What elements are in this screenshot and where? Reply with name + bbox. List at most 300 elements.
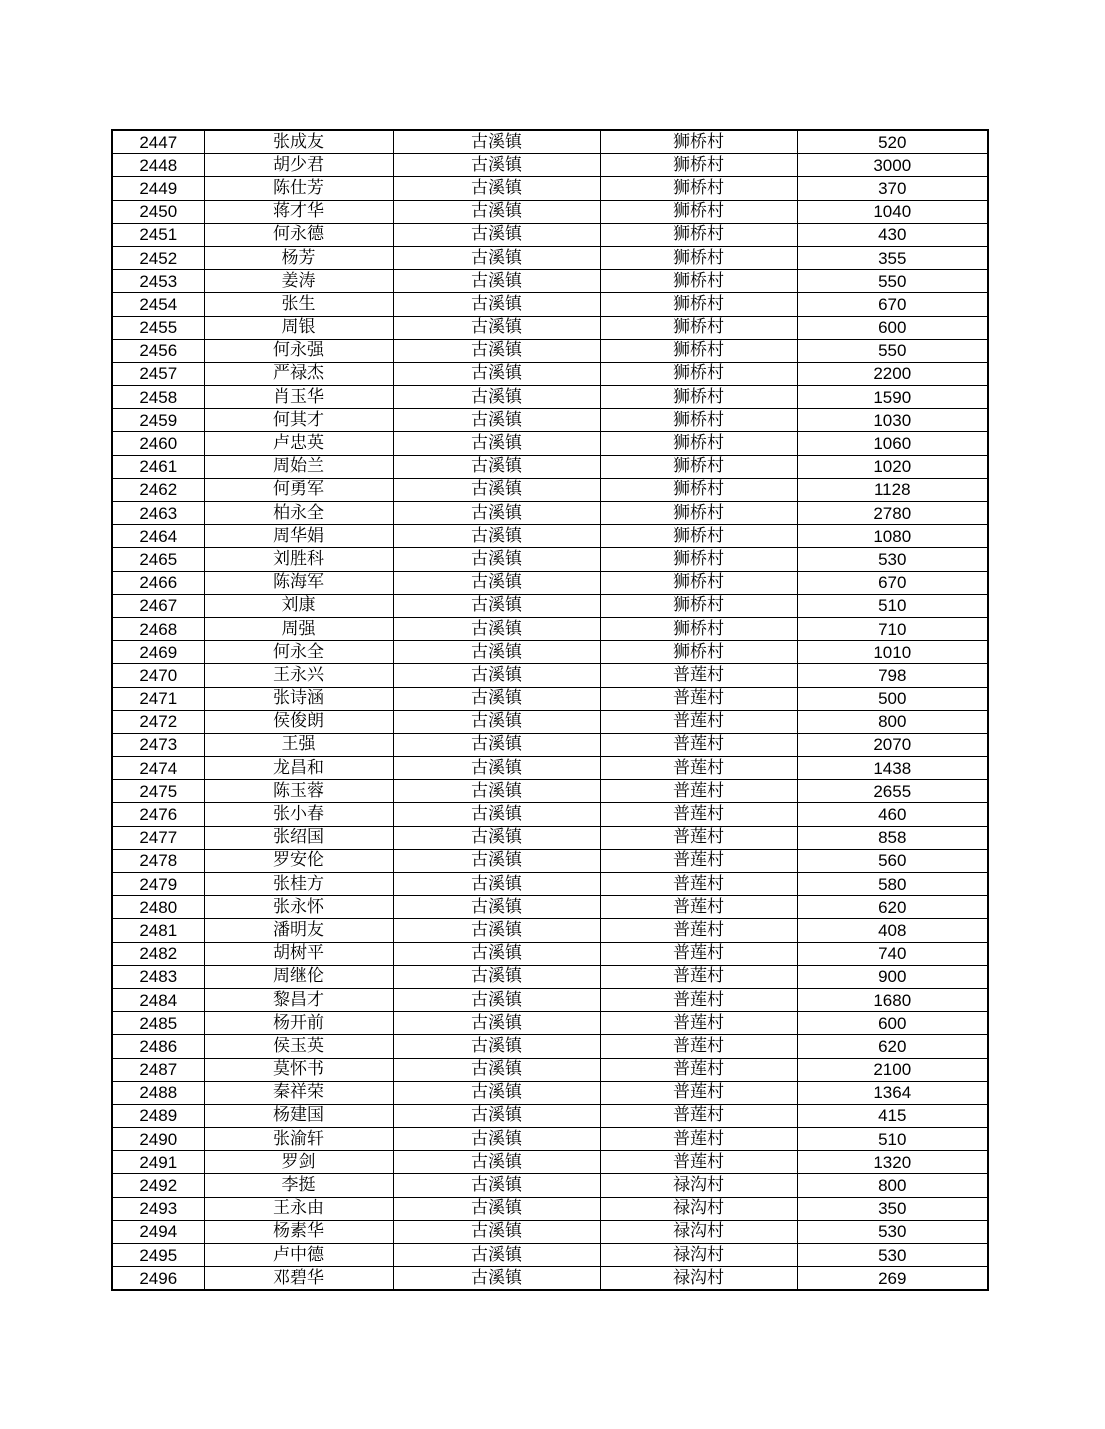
amount-cell: 560 xyxy=(797,849,988,872)
amount-cell: 530 xyxy=(797,548,988,571)
table-row xyxy=(112,687,988,710)
amount-cell: 800 xyxy=(797,710,988,733)
village-cell: 普莲村 xyxy=(600,965,797,988)
amount-cell: 530 xyxy=(797,1220,988,1243)
town-cell: 古溪镇 xyxy=(393,525,600,548)
amount-cell: 1364 xyxy=(797,1081,988,1104)
row-number-cell: 2476 xyxy=(112,803,204,826)
name-cell: 柏永全 xyxy=(204,502,393,525)
table-row xyxy=(112,478,988,501)
table-row xyxy=(112,873,988,896)
name-cell: 严禄杰 xyxy=(204,362,393,385)
name-cell: 卢忠英 xyxy=(204,432,393,455)
village-cell: 狮桥村 xyxy=(600,502,797,525)
town-cell: 古溪镇 xyxy=(393,710,600,733)
amount-cell: 370 xyxy=(797,177,988,200)
table-row xyxy=(112,130,988,154)
village-cell: 狮桥村 xyxy=(600,270,797,293)
town-cell: 古溪镇 xyxy=(393,641,600,664)
row-number-cell: 2481 xyxy=(112,919,204,942)
table-row xyxy=(112,641,988,664)
name-cell: 杨建国 xyxy=(204,1104,393,1127)
town-cell: 古溪镇 xyxy=(393,1058,600,1081)
town-cell: 古溪镇 xyxy=(393,1220,600,1243)
table-row xyxy=(112,757,988,780)
row-number-cell: 2450 xyxy=(112,200,204,223)
village-cell: 普莲村 xyxy=(600,687,797,710)
village-cell: 狮桥村 xyxy=(600,455,797,478)
town-cell: 古溪镇 xyxy=(393,757,600,780)
table-row xyxy=(112,942,988,965)
village-cell: 普莲村 xyxy=(600,988,797,1011)
village-cell: 狮桥村 xyxy=(600,154,797,177)
row-number-cell: 2451 xyxy=(112,223,204,246)
row-number-cell: 2472 xyxy=(112,710,204,733)
table-row xyxy=(112,502,988,525)
village-cell: 普莲村 xyxy=(600,1058,797,1081)
row-number-cell: 2458 xyxy=(112,386,204,409)
village-cell: 狮桥村 xyxy=(600,130,797,154)
row-number-cell: 2486 xyxy=(112,1035,204,1058)
village-cell: 狮桥村 xyxy=(600,478,797,501)
name-cell: 王强 xyxy=(204,733,393,756)
town-cell: 古溪镇 xyxy=(393,1244,600,1267)
name-cell: 何永德 xyxy=(204,223,393,246)
table-row xyxy=(112,339,988,362)
town-cell: 古溪镇 xyxy=(393,896,600,919)
row-number-cell: 2462 xyxy=(112,478,204,501)
town-cell: 古溪镇 xyxy=(393,942,600,965)
name-cell: 张桂方 xyxy=(204,873,393,896)
name-cell: 刘胜科 xyxy=(204,548,393,571)
amount-cell: 460 xyxy=(797,803,988,826)
table-row xyxy=(112,733,988,756)
amount-cell: 1020 xyxy=(797,455,988,478)
table-row xyxy=(112,1035,988,1058)
name-cell: 张小春 xyxy=(204,803,393,826)
amount-cell: 858 xyxy=(797,826,988,849)
amount-cell: 2655 xyxy=(797,780,988,803)
row-number-cell: 2482 xyxy=(112,942,204,965)
village-cell: 狮桥村 xyxy=(600,177,797,200)
row-number-cell: 2495 xyxy=(112,1244,204,1267)
village-cell: 普莲村 xyxy=(600,919,797,942)
table-row xyxy=(112,362,988,385)
name-cell: 刘康 xyxy=(204,594,393,617)
town-cell: 古溪镇 xyxy=(393,293,600,316)
name-cell: 胡少君 xyxy=(204,154,393,177)
village-cell: 狮桥村 xyxy=(600,594,797,617)
name-cell: 张渝轩 xyxy=(204,1128,393,1151)
village-cell: 普莲村 xyxy=(600,1081,797,1104)
name-cell: 张成友 xyxy=(204,130,393,154)
village-cell: 普莲村 xyxy=(600,896,797,919)
town-cell: 古溪镇 xyxy=(393,1035,600,1058)
village-cell: 狮桥村 xyxy=(600,293,797,316)
amount-cell: 2200 xyxy=(797,362,988,385)
town-cell: 古溪镇 xyxy=(393,1012,600,1035)
row-number-cell: 2496 xyxy=(112,1267,204,1291)
table-row xyxy=(112,849,988,872)
village-cell: 普莲村 xyxy=(600,1104,797,1127)
table-row xyxy=(112,154,988,177)
row-number-cell: 2490 xyxy=(112,1128,204,1151)
table-row xyxy=(112,919,988,942)
town-cell: 古溪镇 xyxy=(393,316,600,339)
table-row xyxy=(112,664,988,687)
town-cell: 古溪镇 xyxy=(393,548,600,571)
amount-cell: 355 xyxy=(797,246,988,269)
table-row xyxy=(112,826,988,849)
name-cell: 何永强 xyxy=(204,339,393,362)
name-cell: 肖玉华 xyxy=(204,386,393,409)
name-cell: 何其才 xyxy=(204,409,393,432)
table-row xyxy=(112,200,988,223)
amount-cell: 1590 xyxy=(797,386,988,409)
town-cell: 古溪镇 xyxy=(393,687,600,710)
table-row xyxy=(112,409,988,432)
row-number-cell: 2457 xyxy=(112,362,204,385)
table-row xyxy=(112,1104,988,1127)
village-cell: 禄沟村 xyxy=(600,1174,797,1197)
name-cell: 李挺 xyxy=(204,1174,393,1197)
town-cell: 古溪镇 xyxy=(393,154,600,177)
village-cell: 普莲村 xyxy=(600,710,797,733)
name-cell: 潘明友 xyxy=(204,919,393,942)
name-cell: 罗安伦 xyxy=(204,849,393,872)
row-number-cell: 2494 xyxy=(112,1220,204,1243)
town-cell: 古溪镇 xyxy=(393,177,600,200)
village-cell: 狮桥村 xyxy=(600,223,797,246)
name-cell: 何永全 xyxy=(204,641,393,664)
row-number-cell: 2448 xyxy=(112,154,204,177)
town-cell: 古溪镇 xyxy=(393,130,600,154)
row-number-cell: 2493 xyxy=(112,1197,204,1220)
amount-cell: 620 xyxy=(797,1035,988,1058)
name-cell: 何勇军 xyxy=(204,478,393,501)
village-cell: 普莲村 xyxy=(600,733,797,756)
row-number-cell: 2454 xyxy=(112,293,204,316)
row-number-cell: 2469 xyxy=(112,641,204,664)
table-row xyxy=(112,432,988,455)
amount-cell: 510 xyxy=(797,594,988,617)
village-cell: 普莲村 xyxy=(600,780,797,803)
amount-cell: 408 xyxy=(797,919,988,942)
town-cell: 古溪镇 xyxy=(393,502,600,525)
table-row xyxy=(112,1197,988,1220)
name-cell: 周银 xyxy=(204,316,393,339)
name-cell: 周始兰 xyxy=(204,455,393,478)
town-cell: 古溪镇 xyxy=(393,1151,600,1174)
amount-cell: 520 xyxy=(797,130,988,154)
table-row xyxy=(112,571,988,594)
amount-cell: 350 xyxy=(797,1197,988,1220)
name-cell: 杨芳 xyxy=(204,246,393,269)
row-number-cell: 2467 xyxy=(112,594,204,617)
amount-cell: 900 xyxy=(797,965,988,988)
amount-cell: 1128 xyxy=(797,478,988,501)
village-cell: 狮桥村 xyxy=(600,200,797,223)
town-cell: 古溪镇 xyxy=(393,965,600,988)
name-cell: 卢中德 xyxy=(204,1244,393,1267)
village-cell: 普莲村 xyxy=(600,664,797,687)
town-cell: 古溪镇 xyxy=(393,455,600,478)
table-row xyxy=(112,780,988,803)
table-row xyxy=(112,710,988,733)
table-row xyxy=(112,594,988,617)
table-row xyxy=(112,1151,988,1174)
village-cell: 狮桥村 xyxy=(600,617,797,640)
amount-cell: 3000 xyxy=(797,154,988,177)
name-cell: 张绍国 xyxy=(204,826,393,849)
row-number-cell: 2484 xyxy=(112,988,204,1011)
row-number-cell: 2487 xyxy=(112,1058,204,1081)
table-row xyxy=(112,293,988,316)
table-row xyxy=(112,1128,988,1151)
table-row xyxy=(112,1174,988,1197)
town-cell: 古溪镇 xyxy=(393,1267,600,1291)
row-number-cell: 2465 xyxy=(112,548,204,571)
row-number-cell: 2477 xyxy=(112,826,204,849)
amount-cell: 1080 xyxy=(797,525,988,548)
name-cell: 杨素华 xyxy=(204,1220,393,1243)
table-row xyxy=(112,1220,988,1243)
town-cell: 古溪镇 xyxy=(393,780,600,803)
village-cell: 禄沟村 xyxy=(600,1244,797,1267)
amount-cell: 500 xyxy=(797,687,988,710)
town-cell: 古溪镇 xyxy=(393,478,600,501)
amount-cell: 2070 xyxy=(797,733,988,756)
row-number-cell: 2455 xyxy=(112,316,204,339)
table-row xyxy=(112,548,988,571)
table-row xyxy=(112,617,988,640)
village-cell: 狮桥村 xyxy=(600,409,797,432)
table-row xyxy=(112,525,988,548)
village-cell: 狮桥村 xyxy=(600,641,797,664)
village-cell: 普莲村 xyxy=(600,942,797,965)
table-row xyxy=(112,1244,988,1267)
village-cell: 狮桥村 xyxy=(600,571,797,594)
town-cell: 古溪镇 xyxy=(393,1197,600,1220)
name-cell: 张永怀 xyxy=(204,896,393,919)
name-cell: 黎昌才 xyxy=(204,988,393,1011)
town-cell: 古溪镇 xyxy=(393,803,600,826)
town-cell: 古溪镇 xyxy=(393,1104,600,1127)
village-cell: 普莲村 xyxy=(600,1151,797,1174)
amount-cell: 670 xyxy=(797,571,988,594)
name-cell: 陈仕芳 xyxy=(204,177,393,200)
village-cell: 普莲村 xyxy=(600,757,797,780)
row-number-cell: 2473 xyxy=(112,733,204,756)
row-number-cell: 2449 xyxy=(112,177,204,200)
amount-cell: 2100 xyxy=(797,1058,988,1081)
row-number-cell: 2474 xyxy=(112,757,204,780)
row-number-cell: 2447 xyxy=(112,130,204,154)
name-cell: 蒋才华 xyxy=(204,200,393,223)
village-cell: 普莲村 xyxy=(600,849,797,872)
town-cell: 古溪镇 xyxy=(393,664,600,687)
town-cell: 古溪镇 xyxy=(393,617,600,640)
row-number-cell: 2463 xyxy=(112,502,204,525)
village-cell: 狮桥村 xyxy=(600,246,797,269)
town-cell: 古溪镇 xyxy=(393,1081,600,1104)
town-cell: 古溪镇 xyxy=(393,386,600,409)
town-cell: 古溪镇 xyxy=(393,339,600,362)
table-row xyxy=(112,803,988,826)
town-cell: 古溪镇 xyxy=(393,1128,600,1151)
name-cell: 秦祥荣 xyxy=(204,1081,393,1104)
name-cell: 姜涛 xyxy=(204,270,393,293)
town-cell: 古溪镇 xyxy=(393,432,600,455)
row-number-cell: 2492 xyxy=(112,1174,204,1197)
name-cell: 张诗涵 xyxy=(204,687,393,710)
data-table xyxy=(111,129,989,1291)
name-cell: 胡树平 xyxy=(204,942,393,965)
name-cell: 张生 xyxy=(204,293,393,316)
table-row xyxy=(112,896,988,919)
row-number-cell: 2485 xyxy=(112,1012,204,1035)
village-cell: 狮桥村 xyxy=(600,432,797,455)
town-cell: 古溪镇 xyxy=(393,594,600,617)
town-cell: 古溪镇 xyxy=(393,849,600,872)
row-number-cell: 2489 xyxy=(112,1104,204,1127)
row-number-cell: 2478 xyxy=(112,849,204,872)
name-cell: 王永兴 xyxy=(204,664,393,687)
town-cell: 古溪镇 xyxy=(393,362,600,385)
row-number-cell: 2453 xyxy=(112,270,204,293)
amount-cell: 550 xyxy=(797,270,988,293)
village-cell: 普莲村 xyxy=(600,1128,797,1151)
row-number-cell: 2456 xyxy=(112,339,204,362)
table-row xyxy=(112,270,988,293)
amount-cell: 1438 xyxy=(797,757,988,780)
amount-cell: 710 xyxy=(797,617,988,640)
village-cell: 普莲村 xyxy=(600,873,797,896)
row-number-cell: 2459 xyxy=(112,409,204,432)
village-cell: 狮桥村 xyxy=(600,339,797,362)
row-number-cell: 2491 xyxy=(112,1151,204,1174)
village-cell: 禄沟村 xyxy=(600,1220,797,1243)
row-number-cell: 2479 xyxy=(112,873,204,896)
name-cell: 周继伦 xyxy=(204,965,393,988)
village-cell: 禄沟村 xyxy=(600,1197,797,1220)
table-row xyxy=(112,455,988,478)
table-row xyxy=(112,1012,988,1035)
row-number-cell: 2466 xyxy=(112,571,204,594)
amount-cell: 510 xyxy=(797,1128,988,1151)
town-cell: 古溪镇 xyxy=(393,733,600,756)
town-cell: 古溪镇 xyxy=(393,571,600,594)
name-cell: 杨开前 xyxy=(204,1012,393,1035)
row-number-cell: 2470 xyxy=(112,664,204,687)
amount-cell: 740 xyxy=(797,942,988,965)
row-number-cell: 2483 xyxy=(112,965,204,988)
name-cell: 周强 xyxy=(204,617,393,640)
table-row xyxy=(112,965,988,988)
table-row xyxy=(112,1058,988,1081)
table-row xyxy=(112,223,988,246)
town-cell: 古溪镇 xyxy=(393,246,600,269)
town-cell: 古溪镇 xyxy=(393,826,600,849)
amount-cell: 800 xyxy=(797,1174,988,1197)
table-row xyxy=(112,316,988,339)
amount-cell: 600 xyxy=(797,1012,988,1035)
name-cell: 侯俊朗 xyxy=(204,710,393,733)
amount-cell: 580 xyxy=(797,873,988,896)
village-cell: 普莲村 xyxy=(600,826,797,849)
town-cell: 古溪镇 xyxy=(393,873,600,896)
table-body xyxy=(112,130,988,1290)
amount-cell: 1010 xyxy=(797,641,988,664)
table-row xyxy=(112,1081,988,1104)
row-number-cell: 2488 xyxy=(112,1081,204,1104)
village-cell: 狮桥村 xyxy=(600,386,797,409)
table-row xyxy=(112,1267,988,1291)
row-number-cell: 2461 xyxy=(112,455,204,478)
amount-cell: 2780 xyxy=(797,502,988,525)
row-number-cell: 2471 xyxy=(112,687,204,710)
name-cell: 王永由 xyxy=(204,1197,393,1220)
amount-cell: 1320 xyxy=(797,1151,988,1174)
town-cell: 古溪镇 xyxy=(393,988,600,1011)
table-row xyxy=(112,177,988,200)
amount-cell: 798 xyxy=(797,664,988,687)
village-cell: 狮桥村 xyxy=(600,362,797,385)
table-row xyxy=(112,246,988,269)
name-cell: 莫怀书 xyxy=(204,1058,393,1081)
amount-cell: 430 xyxy=(797,223,988,246)
amount-cell: 530 xyxy=(797,1244,988,1267)
name-cell: 龙昌和 xyxy=(204,757,393,780)
town-cell: 古溪镇 xyxy=(393,270,600,293)
amount-cell: 1680 xyxy=(797,988,988,1011)
name-cell: 陈玉蓉 xyxy=(204,780,393,803)
row-number-cell: 2480 xyxy=(112,896,204,919)
village-cell: 狮桥村 xyxy=(600,525,797,548)
amount-cell: 269 xyxy=(797,1267,988,1291)
amount-cell: 620 xyxy=(797,896,988,919)
name-cell: 侯玉英 xyxy=(204,1035,393,1058)
village-cell: 普莲村 xyxy=(600,1012,797,1035)
town-cell: 古溪镇 xyxy=(393,1174,600,1197)
village-cell: 狮桥村 xyxy=(600,548,797,571)
table-row xyxy=(112,386,988,409)
village-cell: 普莲村 xyxy=(600,1035,797,1058)
village-cell: 禄沟村 xyxy=(600,1267,797,1291)
amount-cell: 1030 xyxy=(797,409,988,432)
table-row xyxy=(112,988,988,1011)
amount-cell: 670 xyxy=(797,293,988,316)
town-cell: 古溪镇 xyxy=(393,919,600,942)
amount-cell: 415 xyxy=(797,1104,988,1127)
row-number-cell: 2464 xyxy=(112,525,204,548)
row-number-cell: 2468 xyxy=(112,617,204,640)
name-cell: 邓碧华 xyxy=(204,1267,393,1291)
town-cell: 古溪镇 xyxy=(393,223,600,246)
amount-cell: 550 xyxy=(797,339,988,362)
village-cell: 狮桥村 xyxy=(600,316,797,339)
name-cell: 罗剑 xyxy=(204,1151,393,1174)
name-cell: 周华娟 xyxy=(204,525,393,548)
name-cell: 陈海军 xyxy=(204,571,393,594)
amount-cell: 600 xyxy=(797,316,988,339)
amount-cell: 1060 xyxy=(797,432,988,455)
town-cell: 古溪镇 xyxy=(393,409,600,432)
row-number-cell: 2452 xyxy=(112,246,204,269)
row-number-cell: 2475 xyxy=(112,780,204,803)
row-number-cell: 2460 xyxy=(112,432,204,455)
town-cell: 古溪镇 xyxy=(393,200,600,223)
